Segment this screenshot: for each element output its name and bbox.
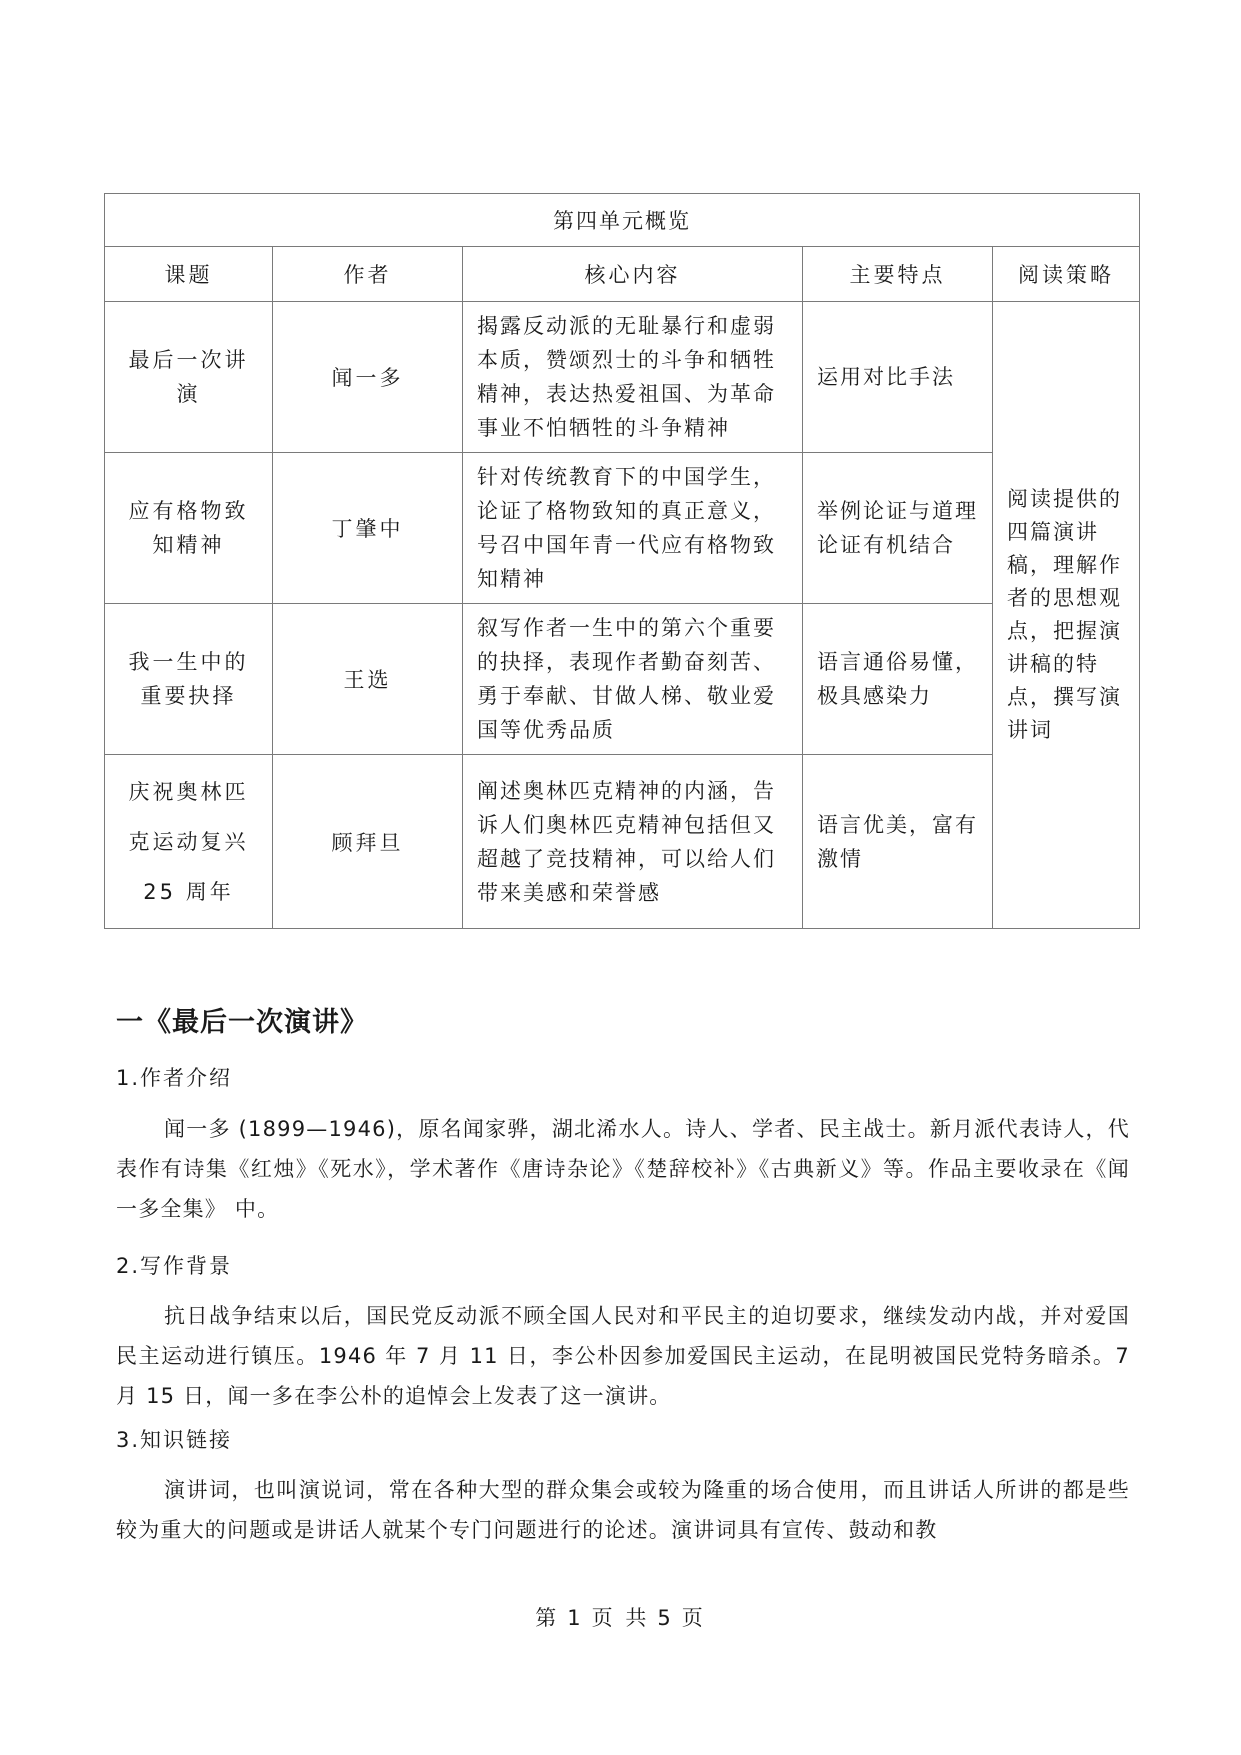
subsection-heading: 2.写作背景 [116,1254,233,1278]
lesson-author: 顾拜旦 [273,755,463,929]
subsection-heading: 3.知识链接 [116,1428,233,1452]
column-header: 课题 [105,247,273,302]
lesson-feature: 语言通俗易懂，极具感染力 [803,604,993,755]
column-header: 核心内容 [463,247,803,302]
lesson-title: 我一生中的重要抉择 [105,604,273,755]
lesson-content: 揭露反动派的无耻暴行和虚弱本质，赞颂烈士的斗争和牺牲精神，表达热爱祖国、为革命事业不怕牺牲的斗争精神 [463,302,803,453]
unit-overview-table [104,193,1140,929]
lesson-author: 王选 [273,604,463,755]
lesson-title: 应有格物致知精神 [105,453,273,604]
column-header: 阅读策略 [993,247,1140,302]
column-header: 主要特点 [803,247,993,302]
total-pages: 5 [657,1606,674,1630]
lesson-content: 阐述奥林匹克精神的内涵，告诉人们奥林匹克精神包括但又超越了竞技精神，可以给人们带来美感和荣誉感 [463,755,803,929]
subsection-heading: 1.作者介绍 [116,1066,233,1090]
lesson-author: 闻一多 [273,302,463,453]
lesson-content: 针对传统教育下的中国学生，论证了格物致知的真正意义，号召中国年青一代应有格物致知精神 [463,453,803,604]
lesson-author: 丁肇中 [273,453,463,604]
table-row [105,302,1140,453]
lesson-content: 叙写作者一生中的第六个重要的抉择，表现作者勤奋刻苦、勇于奉献、甘做人梯、敬业爱国等优秀品质 [463,604,803,755]
footer-middle: 页 共 [591,1606,650,1630]
table-row [105,604,1140,755]
lesson-feature: 运用对比手法 [803,302,993,453]
table-title: 第四单元概览 [105,194,1140,247]
page-number: 1 [567,1606,584,1630]
knowledge-paragraph: 演讲词，也叫演说词，常在各种大型的群众集会或较为隆重的场合使用，而且讲话人所讲的都是些较为重大的问题或是讲话人就某个专门问题进行的论述。演讲词具有宣传、鼓动和教 [116,1478,1130,1542]
author-intro-paragraph: 闻一多 (1899—1946)，原名闻家骅，湖北浠水人。诗人、学者、民主战士。新月派代表诗人，代表作有诗集《红烛》《死水》，学术著作《唐诗杂论》《楚辞校补》《古典新义》等。作品主要收录在《闻一多全集》 中。 [116,1117,1130,1221]
table-row [105,755,1140,929]
lesson-feature: 语言优美，富有激情 [803,755,993,929]
page-footer [0,1602,1241,1632]
lesson-title: 最后一次讲演 [105,302,273,453]
reading-strategy: 阅读提供的四篇演讲稿，理解作者的思想观点，把握演讲稿的特点，撰写演讲词 [993,302,1140,929]
footer-suffix: 页 [681,1606,706,1630]
background-paragraph: 抗日战争结束以后，国民党反动派不顾全国人民对和平民主的迫切要求，继续发动内战，并对爱国民主运动进行镇压。1946 年 7 月 11 日，李公朴因参加爱国民主运动，在昆明被国民党特务暗杀。7 月 15 日，闻一多在李公朴的追悼会上发表了这一演讲。 [116,1304,1130,1408]
lesson-feature: 举例论证与道理论证有机结合 [803,453,993,604]
table-header-row [105,247,1140,302]
column-header: 作者 [273,247,463,302]
section-heading: 一《最后一次演讲》 [116,1007,368,1038]
lesson-title: 庆祝奥林匹克运动复兴 25 周年 [105,755,273,929]
table-row [105,453,1140,604]
footer-prefix: 第 [535,1606,560,1630]
